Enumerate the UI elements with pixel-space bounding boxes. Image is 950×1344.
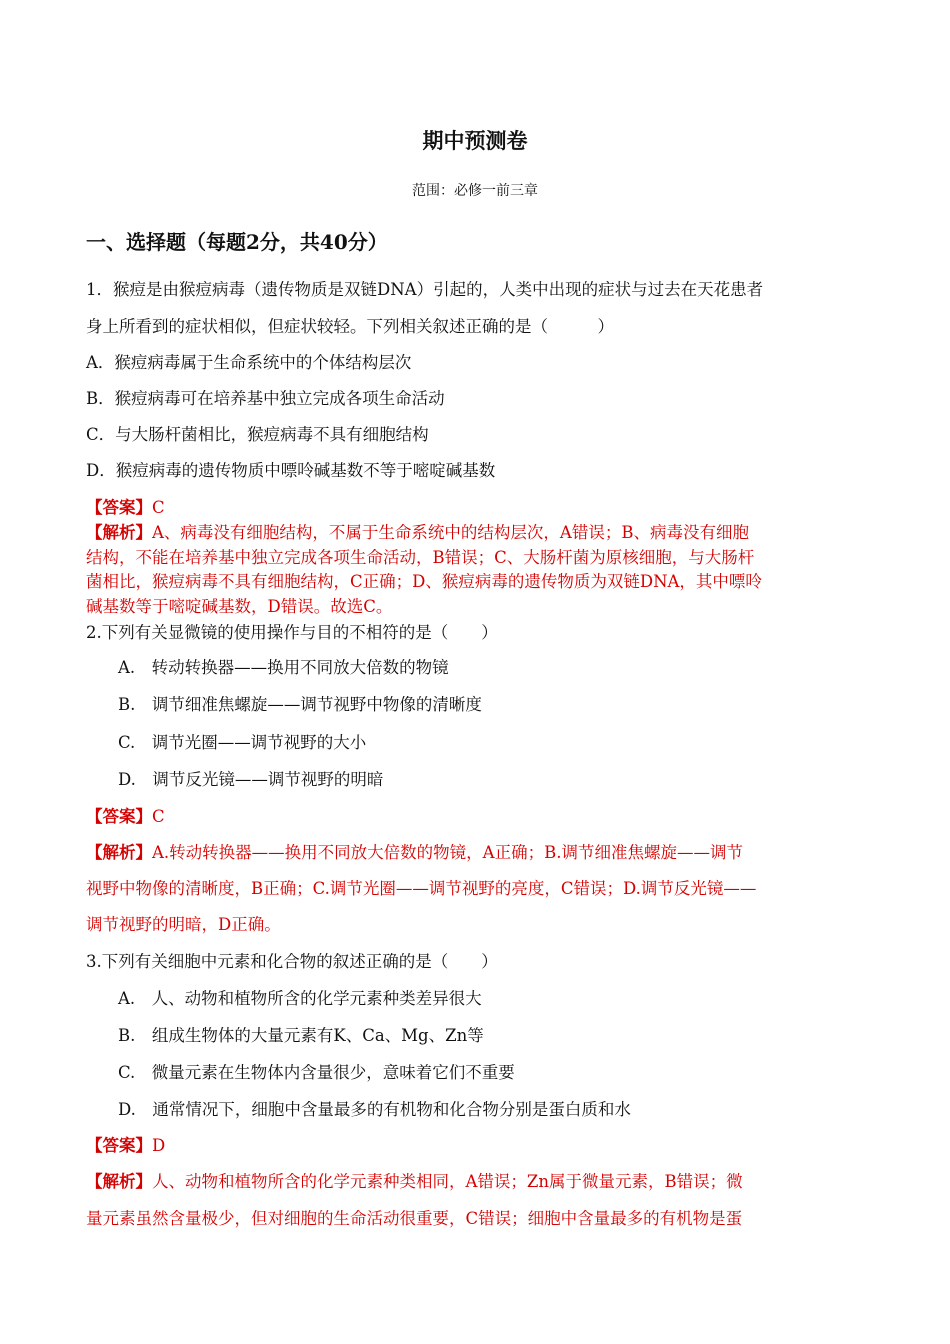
page-subtitle: 范围：必修一前三章 [412, 183, 538, 199]
q1-answer [86, 494, 165, 518]
q2-answer-value: C [152, 807, 165, 826]
q2-analysis-text-1: A.转动转换器——换用不同放大倍数的物镜，A正确；B.调节细准焦螺旋——调节 [152, 843, 743, 862]
q1-answer-value: C [152, 498, 165, 517]
q2-stem: 2.下列有关显微镜的使用操作与目的不相符的是（ ） [86, 623, 498, 642]
q3-analysis-tag: 【解析】 [86, 1172, 152, 1191]
q3-stem: 3.下列有关细胞中元素和化合物的叙述正确的是（ ） [86, 952, 498, 971]
q3-analysis-line1 [86, 1168, 743, 1192]
q3-option-b: B. 组成生物体的大量元素有K、Ca、Mg、Zn等 [118, 1026, 484, 1045]
q2-option-d: D. 调节反光镜——调节视野的明暗 [118, 770, 384, 789]
q1-stem-line1: 1．猴痘是由猴痘病毒（遗传物质是双链DNA）引起的，人类中出现的症状与过去在天花患者 [86, 280, 764, 299]
q1-option-b: B．猴痘病毒可在培养基中独立完成各项生命活动 [86, 389, 445, 408]
q1-option-a: A．猴痘病毒属于生命系统中的个体结构层次 [86, 353, 412, 372]
q1-analysis-line1 [86, 519, 749, 543]
q2-analysis-tag: 【解析】 [86, 843, 152, 862]
q2-analysis-line3: 调节视野的明暗，D正确。 [86, 915, 281, 934]
q3-analysis-line2: 量元素虽然含量极少，但对细胞的生命活动很重要，C错误；细胞中含量最多的有机物是蛋 [86, 1209, 743, 1228]
q1-analysis-line3: 菌相比，猴痘病毒不具有细胞结构，C正确；D、猴痘病毒的遗传物质为双链DNA，其中嘌呤 [86, 572, 762, 591]
q2-option-a: A. 转动转换器——换用不同放大倍数的物镜 [118, 658, 449, 677]
q1-option-d: D．猴痘病毒的遗传物质中嘌呤碱基数不等于嘧啶碱基数 [86, 461, 496, 480]
q3-answer [86, 1132, 165, 1156]
q3-option-c: C. 微量元素在生物体内含量很少，意味着它们不重要 [118, 1063, 515, 1082]
q1-answer-tag: 【答案】 [86, 498, 152, 517]
q2-option-b: B. 调节细准焦螺旋——调节视野中物像的清晰度 [118, 695, 482, 714]
q2-option-c: C. 调节光圈——调节视野的大小 [118, 733, 367, 752]
q2-analysis-line1 [86, 839, 743, 863]
q1-stem-line2: 身上所看到的症状相似，但症状较轻。下列相关叙述正确的是（ ） [86, 317, 614, 336]
q2-answer-tag: 【答案】 [86, 807, 152, 826]
section-heading: 一、选择题（每题2分，共40分） [86, 230, 388, 254]
q1-option-c: C．与大肠杆菌相比，猴痘病毒不具有细胞结构 [86, 425, 429, 444]
q3-option-d: D. 通常情况下，细胞中含量最多的有机物和化合物分别是蛋白质和水 [118, 1100, 631, 1119]
q2-answer [86, 803, 165, 827]
q1-analysis-text-1: A、病毒没有细胞结构，不属于生命系统中的结构层次，A错误；B、病毒没有细胞 [152, 523, 749, 542]
q3-analysis-text-1: 人、动物和植物所含的化学元素种类相同，A错误；Zn属于微量元素，B错误；微 [152, 1172, 743, 1191]
q3-option-a: A. 人、动物和植物所含的化学元素种类差异很大 [118, 989, 482, 1008]
page-title: 期中预测卷 [422, 128, 528, 153]
q3-answer-value: D [152, 1136, 166, 1155]
q3-answer-tag: 【答案】 [86, 1136, 152, 1155]
q2-analysis-line2: 视野中物像的清晰度，B正确；C.调节光圈——调节视野的亮度，C错误；D.调节反光镜—— [86, 879, 757, 898]
q1-analysis-line4: 碱基数等于嘧啶碱基数，D错误。故选C。 [86, 597, 393, 616]
q1-analysis-tag: 【解析】 [86, 523, 152, 542]
q1-analysis-line2: 结构，不能在培养基中独立完成各项生命活动，B错误；C、大肠杆菌为原核细胞，与大肠杆 [86, 548, 755, 567]
